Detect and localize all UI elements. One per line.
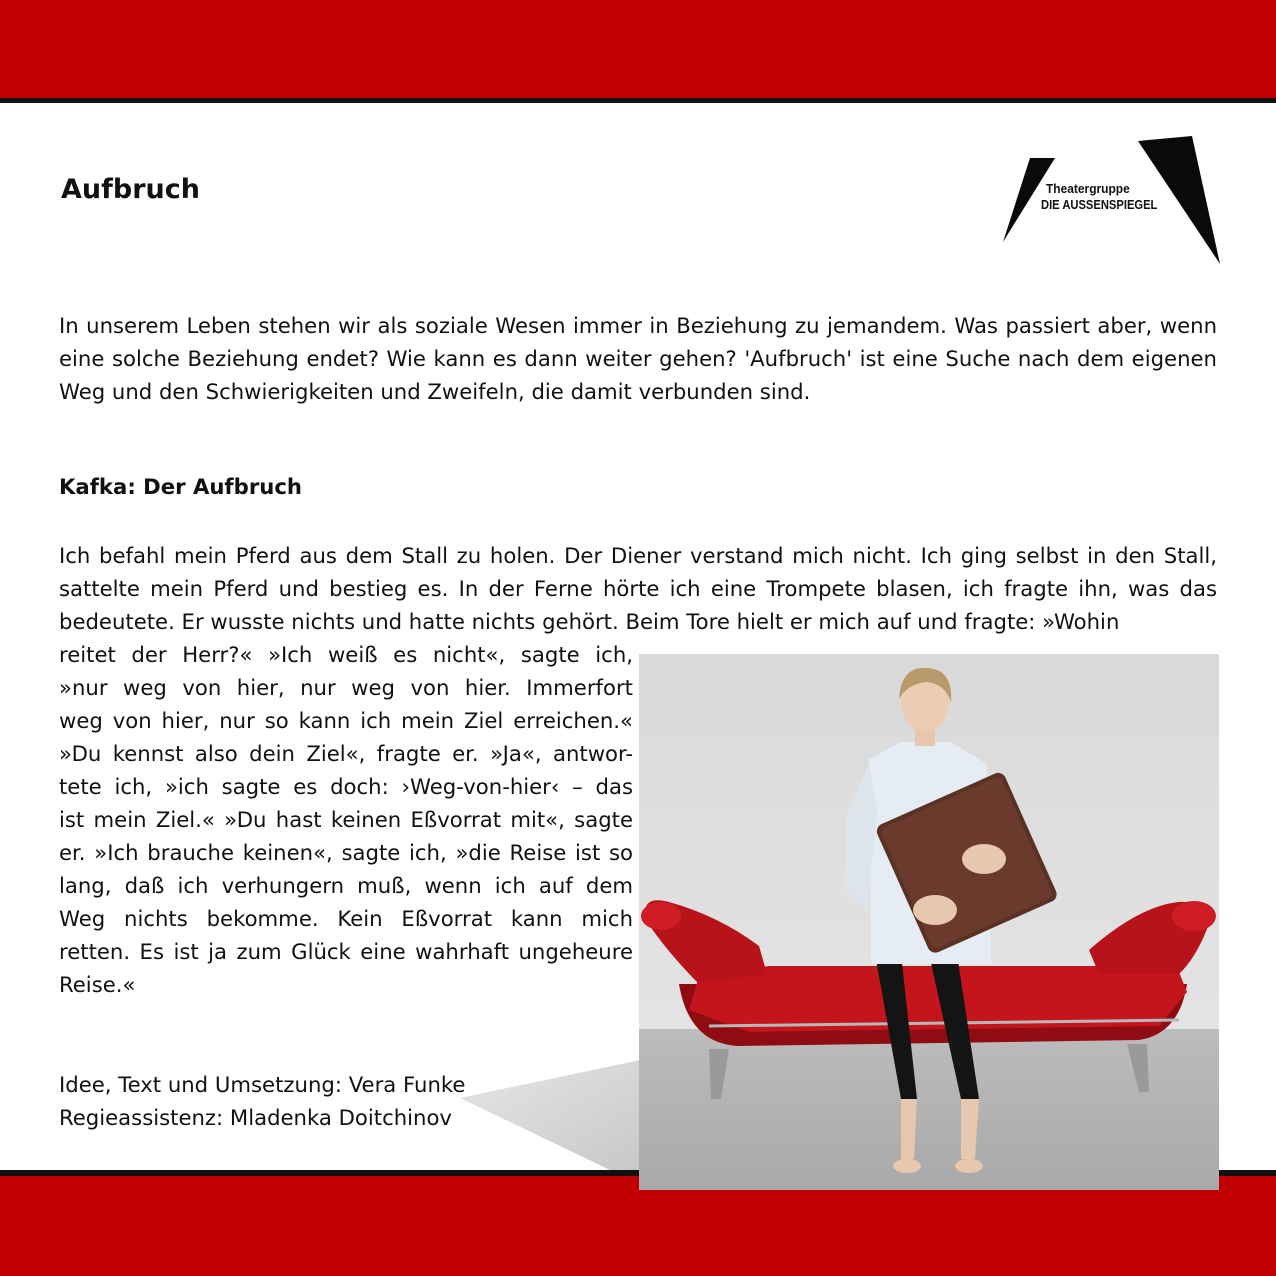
top-red-band [0,0,1276,98]
story-line: »Du kennst also dein Ziel«, fragte er. »Ja«, antwor- [59,741,633,766]
page-title: Aufbruch [61,174,200,205]
story-line: ist mein Ziel.« »Du hast keinen Eßvorrat mit«, sagte [59,807,633,832]
story-line: lang, daß ich verhungern muß, wenn ich auf dem [59,873,633,898]
story-line: retten. Es ist ja zum Glück eine wahrhaft ungeheure [59,939,633,964]
top-black-rule [0,98,1276,103]
story-line: tete ich, »ich sagte es doch: ›Weg-von-hier‹ – das [59,774,633,799]
story-line: Weg nichts bekomme. Kein Eßvorrat kann mich [59,906,633,931]
credit-line-assistant: Regieassistenz: Mladenka Doitchinov [59,1105,452,1130]
story-line: reitet der Herr?« »Ich weiß es nicht«, sagte ich, [59,642,633,667]
credit-line-idea: Idee, Text und Umsetzung: Vera Funke [59,1072,466,1097]
section-heading: Kafka: Der Aufbruch [59,474,302,499]
logo-text-line1: Theatergruppe [1046,181,1130,196]
story-paragraph-full-width: Ich befahl mein Pferd aus dem Stall zu holen. Der Diener verstand mich nicht. Ich ging selbst in den Stall, sattelte mein Pferd und bestieg es. In der Ferne hörte ich eine Trompete blasen, ich fragte ihn, was das bedeutete. Er wusste nichts und hatte nichts gehört. Beim Tore hielt er mich auf und fragte: »Wohin [59,543,1217,634]
bottom-red-band [0,1176,1276,1276]
story-line: Reise.« [59,972,136,997]
intro-paragraph: In unserem Leben stehen wir als soziale Wesen immer in Beziehung zu jemandem. Was passiert aber, wenn eine solche Beziehung endet? Wie kann es dann weiter gehen? 'Aufbruch' ist eine Suche nach dem eigenen Weg und den Schwierigkeiten und Zweifeln, die damit verbunden sind. [59,313,1217,404]
story-line: weg von hier, nur so kann ich mein Ziel erreichen.« [59,708,633,733]
credits [59,1068,465,1134]
photo-drop-shadow [460,1060,650,1180]
story-paragraph-column [59,638,633,1001]
story-line: er. »Ich brauche keinen«, sagte ich, »die Reise ist so [59,840,633,865]
logo-text-line2: DIE AUSSENSPIEGEL [1041,197,1158,212]
story-line: »nur weg von hier, nur weg von hier. Immerfort [59,675,633,700]
performer-photo [639,654,1219,1190]
